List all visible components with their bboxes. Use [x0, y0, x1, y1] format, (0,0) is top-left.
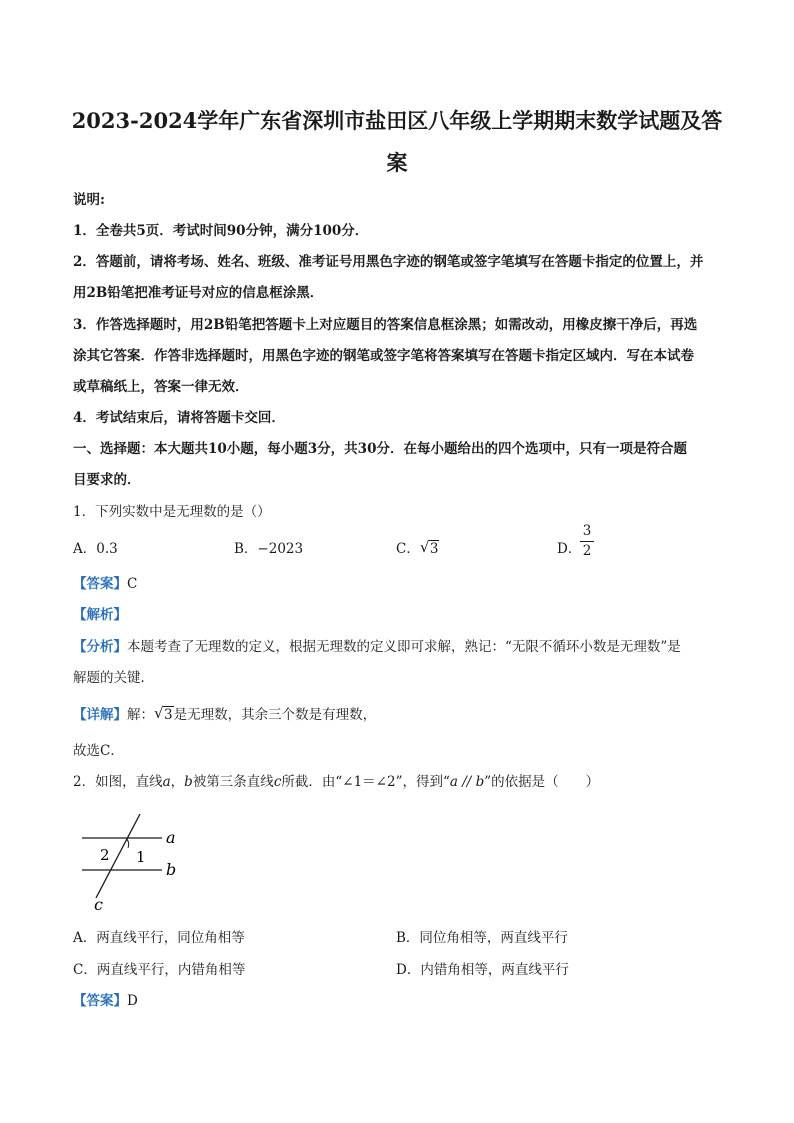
q1-option-c-radicand: 3 [429, 541, 439, 557]
q2-figure [78, 800, 188, 912]
q2-stem-part-2: 被第三条直线 [192, 774, 274, 790]
figure-label-a: a [166, 828, 176, 847]
section-1-heading-line-1: 一、选择题：本大题共10小题，每小题3分，共30分．在每小题给出的四个选项中，只有一项是符合题 [73, 441, 687, 457]
document-title [60, 100, 734, 184]
q1-analysis-label: 【解析】 [73, 607, 127, 623]
q1-detail-sqrt [154, 704, 174, 723]
q2-option-d: D．内错角相等，两直线平行 [396, 962, 569, 978]
section-1-heading-line-2: 目要求的． [73, 472, 141, 488]
q1-option-d-denominator: 2 [582, 543, 592, 559]
sqrt-symbol: √ [154, 704, 164, 722]
q1-option-c [396, 537, 439, 557]
note-3-line-3: 或草稿纸上，答案一律无效． [73, 379, 249, 395]
note-1: 1．全卷共5页．考试时间90分钟，满分100分． [73, 223, 369, 239]
q2-parallel: a // b [449, 774, 485, 790]
q1-detail-label: 【详解】 [73, 707, 127, 723]
q1-detail-suffix: 是无理数，其余三个数是有理数， [173, 707, 377, 723]
q2-option-c: C．两直线平行，内错角相等 [73, 962, 246, 978]
note-4: 4．考试结束后，请将答题卡交回． [73, 410, 285, 426]
q1-option-b: B．−2023 [234, 541, 304, 557]
q1-answer-value: C [127, 576, 138, 592]
q2-stem-part-1: 2．如图，直线 [73, 774, 163, 790]
q2-answer-value: D [127, 993, 138, 1009]
q1-fenxi-label: 【分析】 [73, 639, 127, 655]
q1-answer-label: 【答案】 [73, 576, 127, 592]
q2-answer-label: 【答案】 [73, 993, 127, 1009]
q1-detail-prefix: 解： [127, 707, 154, 723]
q1-option-d-fraction [580, 524, 594, 559]
q1-stem: 1．下列实数中是无理数的是（） [73, 504, 271, 520]
q1-option-d-numerator: 3 [582, 523, 592, 539]
q1-fenxi-line-1 [73, 635, 681, 655]
q1-fenxi-line-2: 解题的关键． [73, 670, 154, 686]
note-3-line-2: 涂其它答案．作答非选择题时，用黑色字迹的钢笔或签字笔将答案填写在答题卡指定区域内．写在本试卷 [73, 348, 694, 364]
q2-stem [73, 770, 599, 790]
q2-var-b: b [184, 774, 193, 790]
q1-option-c-sqrt [419, 538, 440, 557]
q1-answer [73, 572, 137, 592]
figure-label-angle-2: 2 [100, 846, 110, 864]
q1-analysis [73, 603, 127, 623]
q2-stem-part-3: 所截．由“∠1＝∠2”，得到“ [281, 774, 450, 790]
q2-stem-part-4: ”的依据是（ ） [484, 774, 600, 790]
q1-option-a: A．0.3 [73, 541, 118, 557]
sqrt-symbol: √ [419, 538, 430, 556]
q1-option-c-label: C． [396, 541, 420, 557]
figure-label-c: c [94, 895, 103, 912]
q1-fenxi-text-1: 本题考查了无理数的定义，根据无理数的定义即可求解，熟记：“无限不循环小数是无理数”是 [127, 639, 681, 655]
q1-option-d-label: D． [557, 541, 582, 557]
q2-var-a: a [162, 774, 171, 790]
q1-detail-radicand: 3 [164, 707, 173, 723]
q2-option-a: A．两直线平行，同位角相等 [73, 930, 245, 946]
fraction-bar [580, 541, 594, 542]
q2-stem-sep: ， [170, 774, 185, 790]
title-line-1: 2023-2024学年广东省深圳市盐田区八年级上学期期末数学试题及答 [71, 108, 723, 133]
note-2-line-2: 用2B铅笔把准考证号对应的信息框涂黑． [73, 285, 324, 301]
note-3-line-1: 3．作答选择题时，用2B铅笔把答题卡上对应题目的答案信息框涂黑；如需改动，用橡皮擦干净后，再选 [73, 317, 698, 333]
figure-label-angle-1: 1 [136, 848, 146, 866]
title-line-2: 案 [386, 150, 408, 175]
q2-var-c: c [273, 774, 282, 790]
figure-label-b: b [166, 860, 177, 879]
q2-option-b: B．同位角相等，两直线平行 [396, 930, 568, 946]
q1-detail [73, 703, 376, 723]
q1-conclusion: 故选C． [73, 743, 124, 759]
note-2-line-1: 2．答题前，请将考场、姓名、班级、准考证号用黑色字迹的钢笔或签字笔填写在答题卡指定的位置上，并 [73, 254, 704, 270]
explain-label: 说明: [73, 192, 105, 208]
q2-answer [73, 989, 138, 1009]
